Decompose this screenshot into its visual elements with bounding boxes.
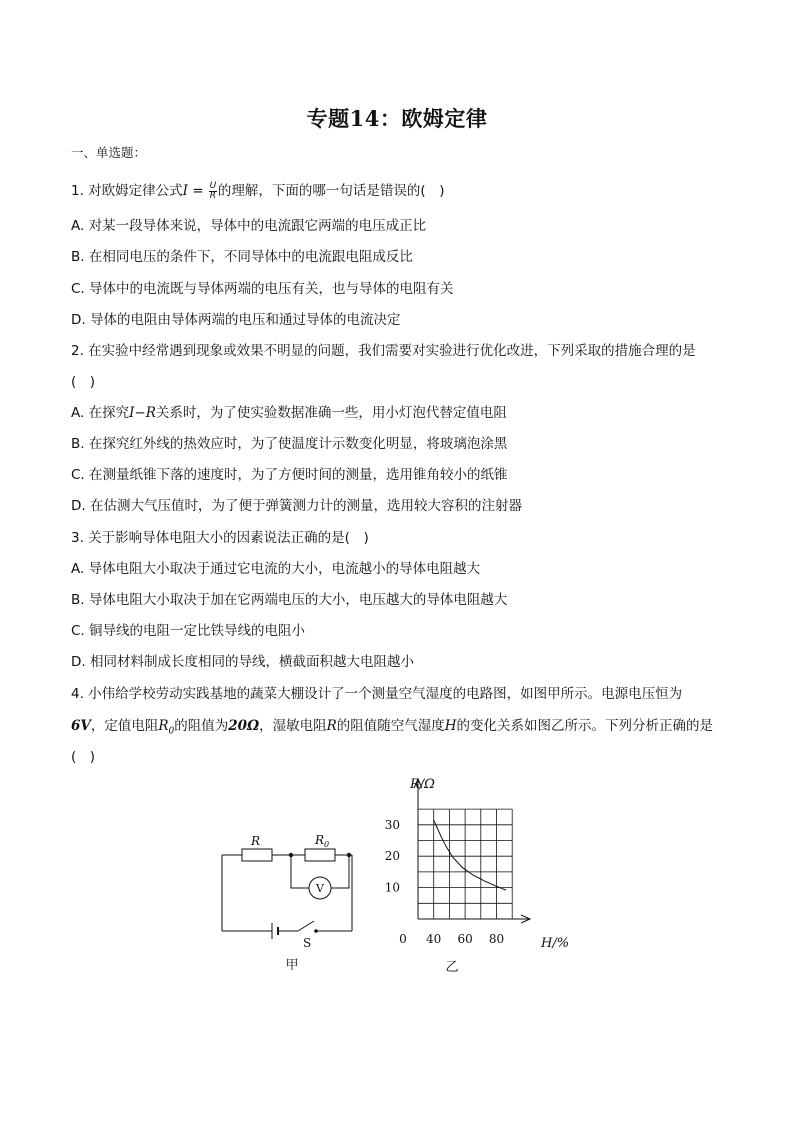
q4-r0-sub: 0 [168, 726, 175, 737]
switch-contact-dot [314, 929, 318, 933]
q1-formula-lhs: I [182, 183, 189, 199]
q1-formula-eq: = [188, 183, 208, 199]
q2-option-c: C. 在测量纸锥下落的速度时，为了方便时间的测量，选用锥角较小的纸锥 [71, 467, 508, 483]
page-title: 专题14：欧姆定律 [306, 106, 488, 131]
junction-dot-right [347, 853, 351, 857]
x-tick-label: 60 [457, 932, 473, 946]
q2-option-b: B. 在探究红外线的热效应时，为了使温度计示数变化明显，将玻璃泡涂黑 [71, 436, 508, 452]
voltmeter-label: V [316, 882, 324, 895]
q2-option-a-post: 关系时，为了使实验数据准确一些，用小灯泡代替定值电阻 [155, 405, 507, 421]
circuit-label-r0-sub: 0 [324, 840, 330, 849]
circuit-label-r: R [251, 834, 261, 848]
y-tick-label: 20 [384, 849, 400, 864]
q3-option-b: B. 导体电阻大小取决于加在它两端电压的大小，电压越大的导体电阻越大 [71, 592, 508, 608]
q3-option-d: D. 相同材料制成长度相同的导线，横截面积越大电阻越小 [71, 654, 414, 670]
y-axis-label: R/Ω [410, 777, 435, 792]
graph [385, 777, 569, 975]
voltmeter-wire-right [331, 855, 349, 888]
q1-option-b: B. 在相同电压的条件下，不同导体中的电流跟电阻成反比 [71, 249, 413, 265]
figure-caption-jia: 甲 [285, 958, 299, 973]
x-tick-label: 0 [399, 932, 407, 946]
junction-dot-left [289, 853, 293, 857]
circuit-label-r0 [314, 833, 329, 849]
question-4-line1: 4. 小伟给学校劳动实践基地的蔬菜大棚设计了一个测量空气湿度的电路图，如图甲所示。电源电压恒为 [71, 686, 683, 702]
q1-formula-numerator: U [209, 180, 217, 191]
q1-stem-pre: 1. 对欧姆定律公式 [71, 183, 183, 199]
q4-text-c: ，湿敏电阻 [259, 718, 327, 734]
switch-blade [298, 921, 314, 931]
question-2-stem-line2: ( ) [71, 374, 96, 390]
q3-option-a: A. 导体电阻大小取决于通过它电流的大小，电流越小的导体电阻越大 [71, 561, 481, 577]
q4-h: H [444, 718, 457, 734]
q4-text-e: 的变化关系如图乙所示。下列分析正确的是 [456, 718, 714, 734]
q4-text-a: ，定值电阻 [90, 718, 159, 734]
y-tick-label: 30 [384, 817, 400, 832]
q4-text-d: 的阻值随空气湿度 [336, 718, 445, 734]
question-2-stem-line1: 2. 在实验中经常遇到现象或效果不明显的问题，我们需要对实验进行优化改进，下列采取的措施合理的是 [71, 343, 696, 359]
circuit-label-r0-main: R [315, 833, 325, 847]
circuit-diagram [222, 849, 352, 939]
q2-option-d: D. 在估测大气压值时，为了便于弹簧测力计的测量，选用较大容积的注射器 [71, 498, 522, 514]
q1-option-a: A. 对某一段导体来说，导体中的电流跟它两端的电压成正比 [71, 218, 427, 234]
question-3-stem: 3. 关于影响导体电阻大小的因素说法正确的是( ) [71, 530, 369, 546]
section-heading: 一、单选题： [71, 145, 147, 160]
q4-voltage: 6V [71, 718, 91, 734]
switch-label: S [303, 936, 312, 950]
q4-r0: R [158, 718, 169, 734]
q1-option-c: C. 导体中的电流既与导体两端的电压有关，也与导体的电阻有关 [71, 281, 454, 297]
figure-caption-yi: 乙 [445, 960, 459, 975]
question-4-line3: ( ) [71, 749, 96, 765]
q1-stem-post: 的理解，下面的哪一句话是错误的( ) [217, 183, 445, 199]
resistor-r0 [305, 849, 335, 861]
q2-option-a-pre: A. 在探究 [71, 405, 130, 421]
voltmeter-wire-left [291, 855, 309, 888]
x-tick-label: 80 [488, 932, 505, 946]
q1-formula-denominator: R [209, 190, 217, 201]
chart-series-line [434, 820, 506, 890]
y-tick-label: 10 [384, 880, 400, 895]
resistor-r [242, 849, 272, 861]
x-axis-label: H/% [541, 936, 570, 951]
q2-option-a-var: I−R [129, 405, 156, 421]
q4-text-b: 的阻值为 [174, 718, 229, 734]
q4-r: R [326, 718, 337, 734]
x-tick-label: 40 [426, 932, 442, 946]
q3-option-c: C. 铜导线的电阻一定比铁导线的电阻小 [71, 623, 306, 639]
q1-option-d: D. 导体的电阻由导体两端的电压和通过导体的电流决定 [71, 312, 401, 328]
q4-resistance: 20Ω [228, 718, 260, 734]
